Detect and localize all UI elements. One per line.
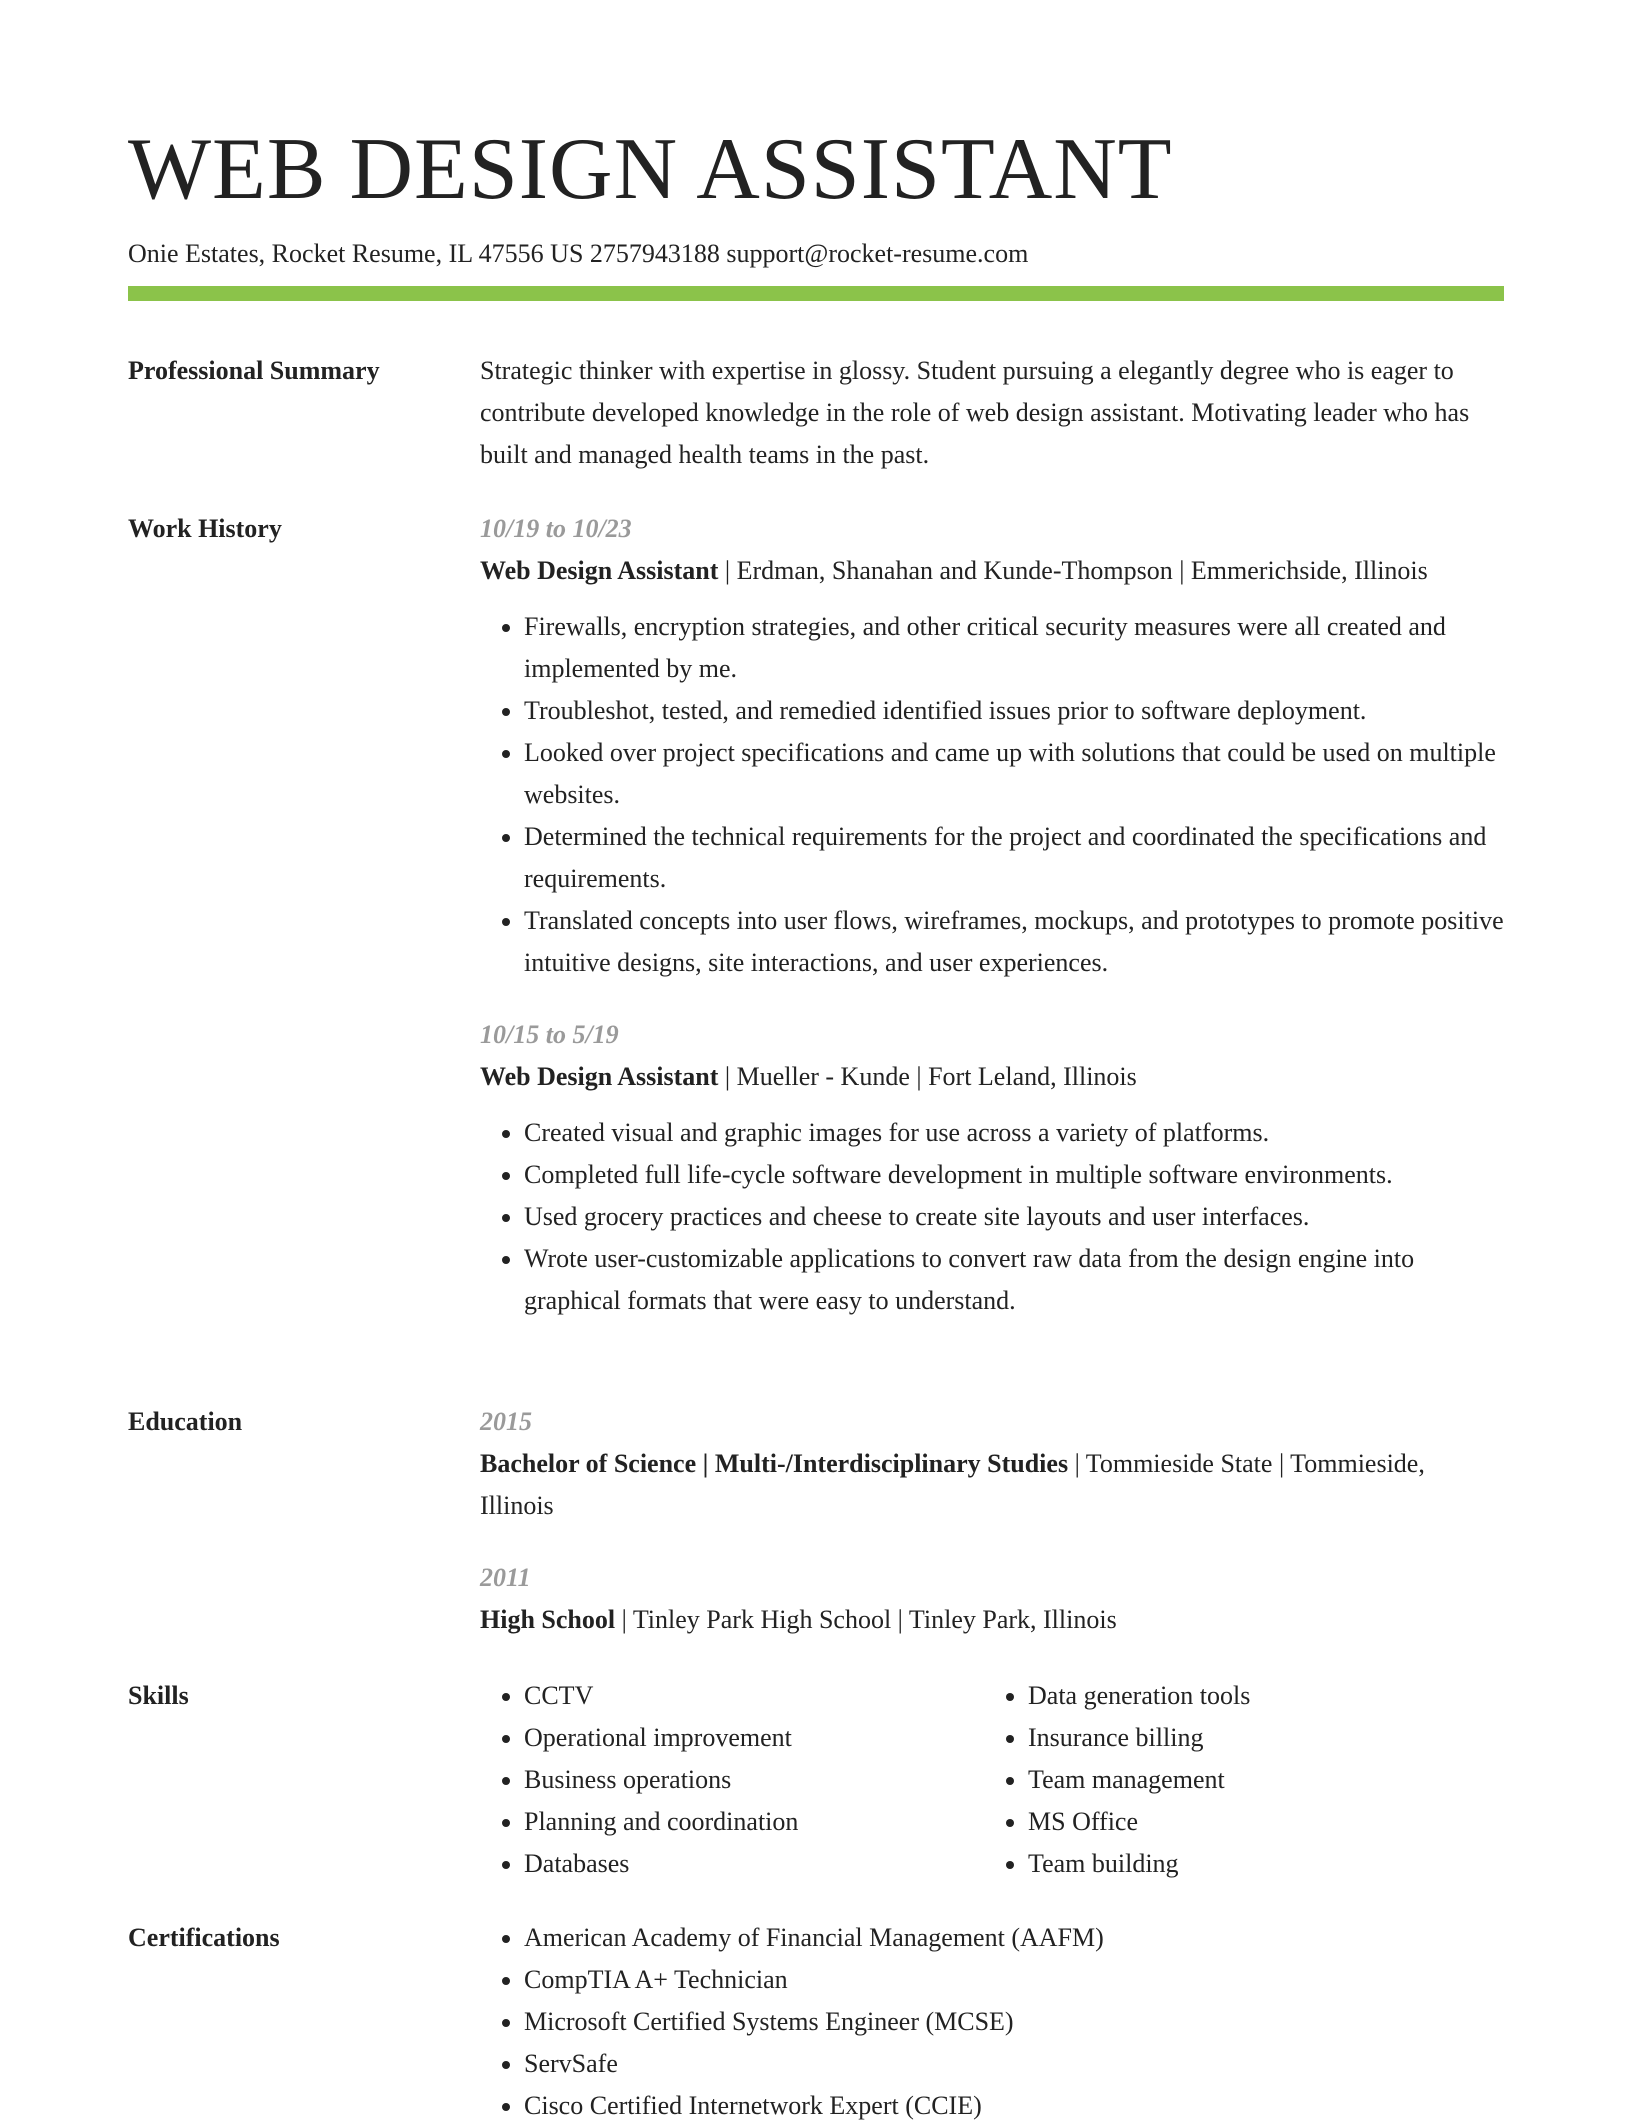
job-dates: 10/15 to 5/19 (480, 1020, 619, 1049)
section-body (480, 508, 1504, 1352)
section-label: Certifications (128, 1923, 280, 1952)
education-year: 2015 (480, 1407, 532, 1436)
contact-line: Onie Estates, Rocket Resume, IL 47556 US 2757943188 support@rocket-resume.com (128, 239, 1029, 268)
certifications-list (480, 1917, 1504, 2127)
skill-item: • Business operations (524, 1759, 984, 1801)
skills-column-2 (984, 1675, 1488, 1885)
education-details: | Tommieside State | Tommieside, Illinois (480, 1449, 1425, 1520)
degree-title: Bachelor of Science | Multi-/Interdisciplinary Studies (480, 1449, 1069, 1478)
education-heading (480, 1443, 1504, 1527)
certification-item: • American Academy of Financial Management (AAFM) (524, 1917, 1504, 1959)
education-details: | Tinley Park High School | Tinley Park, Illinois (615, 1605, 1117, 1634)
skills-column-1 (480, 1675, 984, 1885)
education-entry (480, 1557, 1504, 1641)
resume-header (128, 116, 1504, 274)
job-details: | Mueller - Kunde | Fort Leland, Illinois (718, 1062, 1137, 1091)
job-bullets (480, 606, 1504, 984)
section-body (480, 350, 1504, 476)
job-entry (480, 508, 1504, 984)
certification-item: • Microsoft Certified Systems Engineer (MCSE) (524, 2001, 1504, 2043)
job-title: Web Design Assistant (480, 1062, 719, 1091)
list-item: • Troubleshot, tested, and remedied identified issues prior to software deployment. (524, 690, 1504, 732)
list-item: • Used grocery practices and cheese to create site layouts and user interfaces. (524, 1196, 1504, 1238)
accent-divider (128, 286, 1504, 301)
job-bullets (480, 1112, 1504, 1322)
list-item: • Firewalls, encryption strategies, and other critical security measures were all created and implemented by me. (524, 606, 1504, 690)
job-heading (480, 1056, 1504, 1098)
section-body (480, 1401, 1504, 1641)
section-body (480, 1917, 1504, 2127)
skill-item: • Insurance billing (1028, 1717, 1488, 1759)
section-label: Education (128, 1407, 243, 1436)
skill-item: • Team building (1028, 1843, 1488, 1885)
certification-item: • Cisco Certified Internetwork Expert (CCIE) (524, 2085, 1504, 2127)
list-item: • Wrote user-customizable applications to convert raw data from the design engine into graphical formats that were easy to understand. (524, 1238, 1504, 1322)
section-label: Professional Summary (128, 356, 380, 385)
job-dates: 10/19 to 10/23 (480, 514, 632, 543)
page-title: WEB DESIGN ASSISTANT (128, 121, 1173, 218)
education-heading (480, 1599, 1504, 1641)
skill-item: • Operational improvement (524, 1717, 984, 1759)
skill-item: • CCTV (524, 1675, 984, 1717)
list-item: • Created visual and graphic images for use across a variety of platforms. (524, 1112, 1504, 1154)
skill-item: • MS Office (1028, 1801, 1488, 1843)
certification-item: • CompTIA A+ Technician (524, 1959, 1504, 2001)
job-details: | Erdman, Shanahan and Kunde-Thompson | Emmerichside, Illinois (718, 556, 1428, 585)
skills-list (480, 1675, 1504, 1885)
list-item: • Determined the technical requirements for the project and coordinated the specifications and requirements. (524, 816, 1504, 900)
list-item: • Completed full life-cycle software development in multiple software environments. (524, 1154, 1504, 1196)
summary-text: Strategic thinker with expertise in glossy. Student pursuing a elegantly degree who is eager to contribute developed knowledge in the role of web design assistant. Motivating leader who has built and managed health teams in the past. (480, 356, 1470, 469)
skill-item: • Databases (524, 1843, 984, 1885)
degree-title: High School (480, 1605, 616, 1634)
skill-item: • Data generation tools (1028, 1675, 1488, 1717)
job-heading (480, 550, 1504, 592)
education-entry (480, 1401, 1504, 1527)
job-title: Web Design Assistant (480, 556, 719, 585)
skill-item: • Planning and coordination (524, 1801, 984, 1843)
certification-item: • ServSafe (524, 2043, 1504, 2085)
job-entry (480, 1014, 1504, 1322)
section-label: Work History (128, 514, 282, 543)
section-label: Skills (128, 1681, 189, 1710)
skill-item: • Team management (1028, 1759, 1488, 1801)
list-item: • Looked over project specifications and came up with solutions that could be used on multiple websites. (524, 732, 1504, 816)
education-year: 2011 (480, 1563, 531, 1592)
list-item: • Translated concepts into user flows, wireframes, mockups, and prototypes to promote positive intuitive designs, site interactions, and user experiences. (524, 900, 1504, 984)
